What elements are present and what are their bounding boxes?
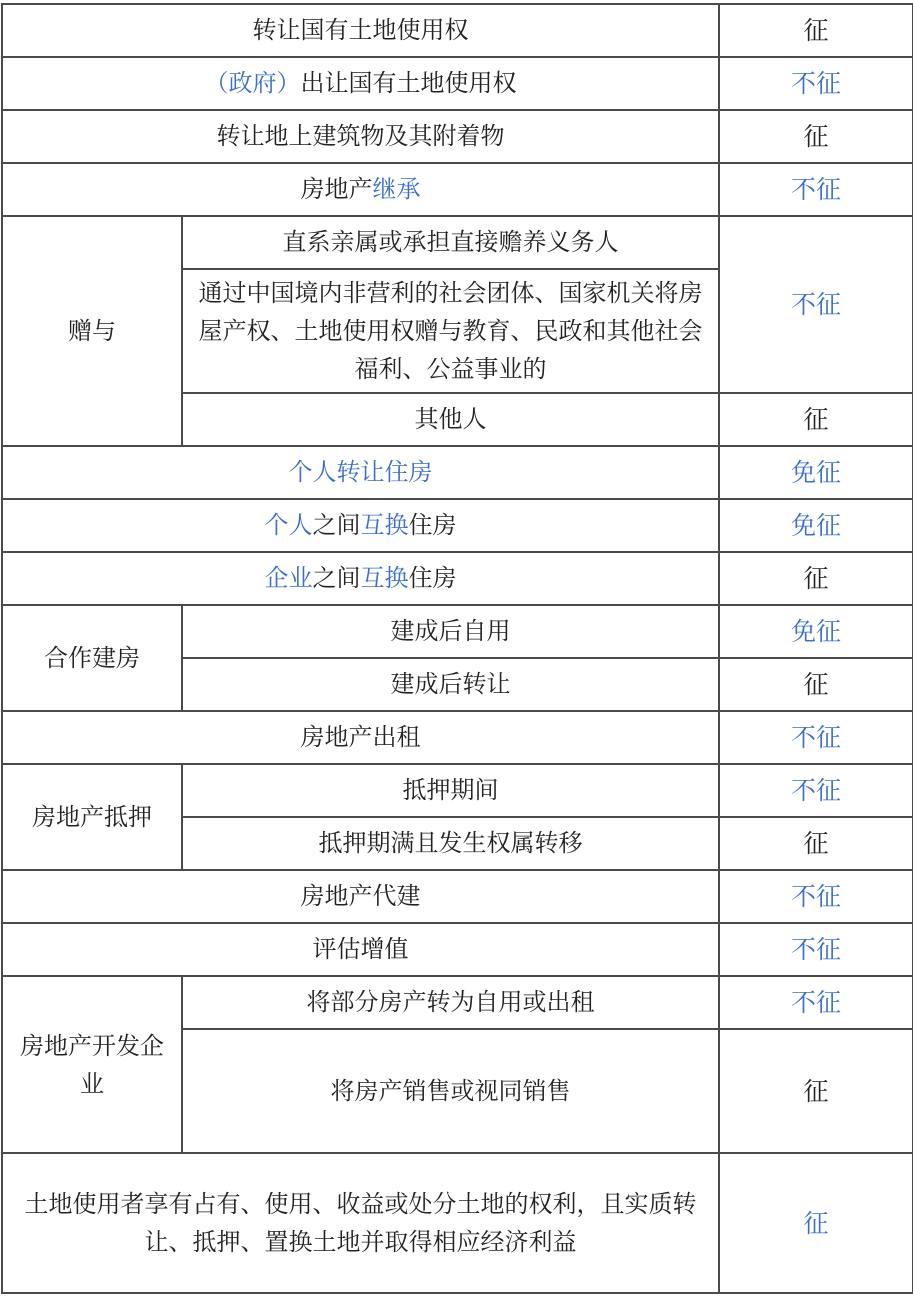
table-row bbox=[2, 57, 913, 110]
table-row bbox=[2, 711, 913, 764]
item-highlight: 互换 bbox=[360, 511, 409, 539]
result-cell: 征 bbox=[719, 4, 913, 57]
table-row bbox=[2, 110, 913, 163]
result-cell: 不征 bbox=[719, 711, 913, 764]
item-text: 出让国有土地使用权 bbox=[300, 69, 517, 97]
result-cell: 免征 bbox=[719, 605, 913, 658]
result-cell: 征 bbox=[719, 110, 913, 163]
result-cell: 征 bbox=[719, 1029, 913, 1153]
sub-item-cell: 将部分房产转为自用或出租 bbox=[182, 976, 719, 1029]
item-cell bbox=[2, 163, 719, 216]
sub-item-cell: 建成后自用 bbox=[182, 605, 719, 658]
item-cell: 房地产代建 bbox=[2, 870, 719, 923]
item-cell: 转让国有土地使用权 bbox=[2, 4, 719, 57]
item-text: 之间 bbox=[312, 564, 361, 592]
result-cell: 不征 bbox=[719, 764, 913, 817]
category-cell-gift: 赠与 bbox=[2, 216, 182, 446]
item-highlight: （政府） bbox=[204, 69, 301, 97]
table-row bbox=[2, 499, 913, 552]
item-highlight: 互换 bbox=[360, 564, 409, 592]
sub-item-cell: 建成后转让 bbox=[182, 658, 719, 711]
sub-item-cell: 抵押期间 bbox=[182, 764, 719, 817]
sub-item-cell: 将房产销售或视同销售 bbox=[182, 1029, 719, 1153]
item-highlight: 继承 bbox=[372, 175, 421, 203]
result-cell: 免征 bbox=[719, 446, 913, 499]
table-row bbox=[2, 870, 913, 923]
item-text: 住房 bbox=[408, 511, 457, 539]
sub-item-cell: 抵押期满且发生权属转移 bbox=[182, 817, 719, 870]
item-cell bbox=[2, 552, 719, 605]
item-cell: 土地使用者享有占有、使用、收益或处分土地的权利，且实质转让、抵押、置换土地并取得相应经济利益 bbox=[2, 1153, 719, 1293]
land-vat-table bbox=[1, 3, 913, 1294]
category-cell-developer: 房地产开发企业 bbox=[2, 976, 182, 1153]
result-cell: 不征 bbox=[719, 57, 913, 110]
table-row bbox=[2, 976, 913, 1029]
result-cell: 不征 bbox=[719, 923, 913, 976]
item-cell: 个人转让住房 bbox=[2, 446, 719, 499]
item-cell bbox=[2, 57, 719, 110]
item-cell: 评估增值 bbox=[2, 923, 719, 976]
result-cell: 征 bbox=[719, 1153, 913, 1293]
sub-item-cell: 直系亲属或承担直接赡养义务人 bbox=[182, 216, 719, 269]
category-cell-coop: 合作建房 bbox=[2, 605, 182, 711]
category-cell-mortgage: 房地产抵押 bbox=[2, 764, 182, 870]
result-cell: 征 bbox=[719, 393, 913, 446]
result-cell: 征 bbox=[719, 552, 913, 605]
table-row bbox=[2, 163, 913, 216]
item-cell bbox=[2, 499, 719, 552]
item-text: 之间 bbox=[312, 511, 361, 539]
item-text: 住房 bbox=[408, 564, 457, 592]
item-cell: 房地产出租 bbox=[2, 711, 719, 764]
item-highlight: 个人 bbox=[264, 511, 313, 539]
result-cell: 征 bbox=[719, 817, 913, 870]
table-row bbox=[2, 552, 913, 605]
table-row bbox=[2, 446, 913, 499]
result-cell: 不征 bbox=[719, 870, 913, 923]
item-highlight: 企业 bbox=[264, 564, 313, 592]
table-row bbox=[2, 605, 913, 658]
table-row bbox=[2, 923, 913, 976]
item-cell: 转让地上建筑物及其附着物 bbox=[2, 110, 719, 163]
table-row bbox=[2, 4, 913, 57]
item-text: 房地产 bbox=[300, 175, 373, 203]
table-row bbox=[2, 764, 913, 817]
result-cell: 征 bbox=[719, 658, 913, 711]
result-cell: 不征 bbox=[719, 163, 913, 216]
table-row bbox=[2, 216, 913, 269]
table-row bbox=[2, 1153, 913, 1293]
sub-item-cell: 通过中国境内非营利的社会团体、国家机关将房屋产权、土地使用权赠与教育、民政和其他社会福利、公益事业的 bbox=[182, 269, 719, 393]
result-cell: 不征 bbox=[719, 976, 913, 1029]
result-cell: 不征 bbox=[719, 216, 913, 393]
result-cell: 免征 bbox=[719, 499, 913, 552]
sub-item-cell: 其他人 bbox=[182, 393, 719, 446]
